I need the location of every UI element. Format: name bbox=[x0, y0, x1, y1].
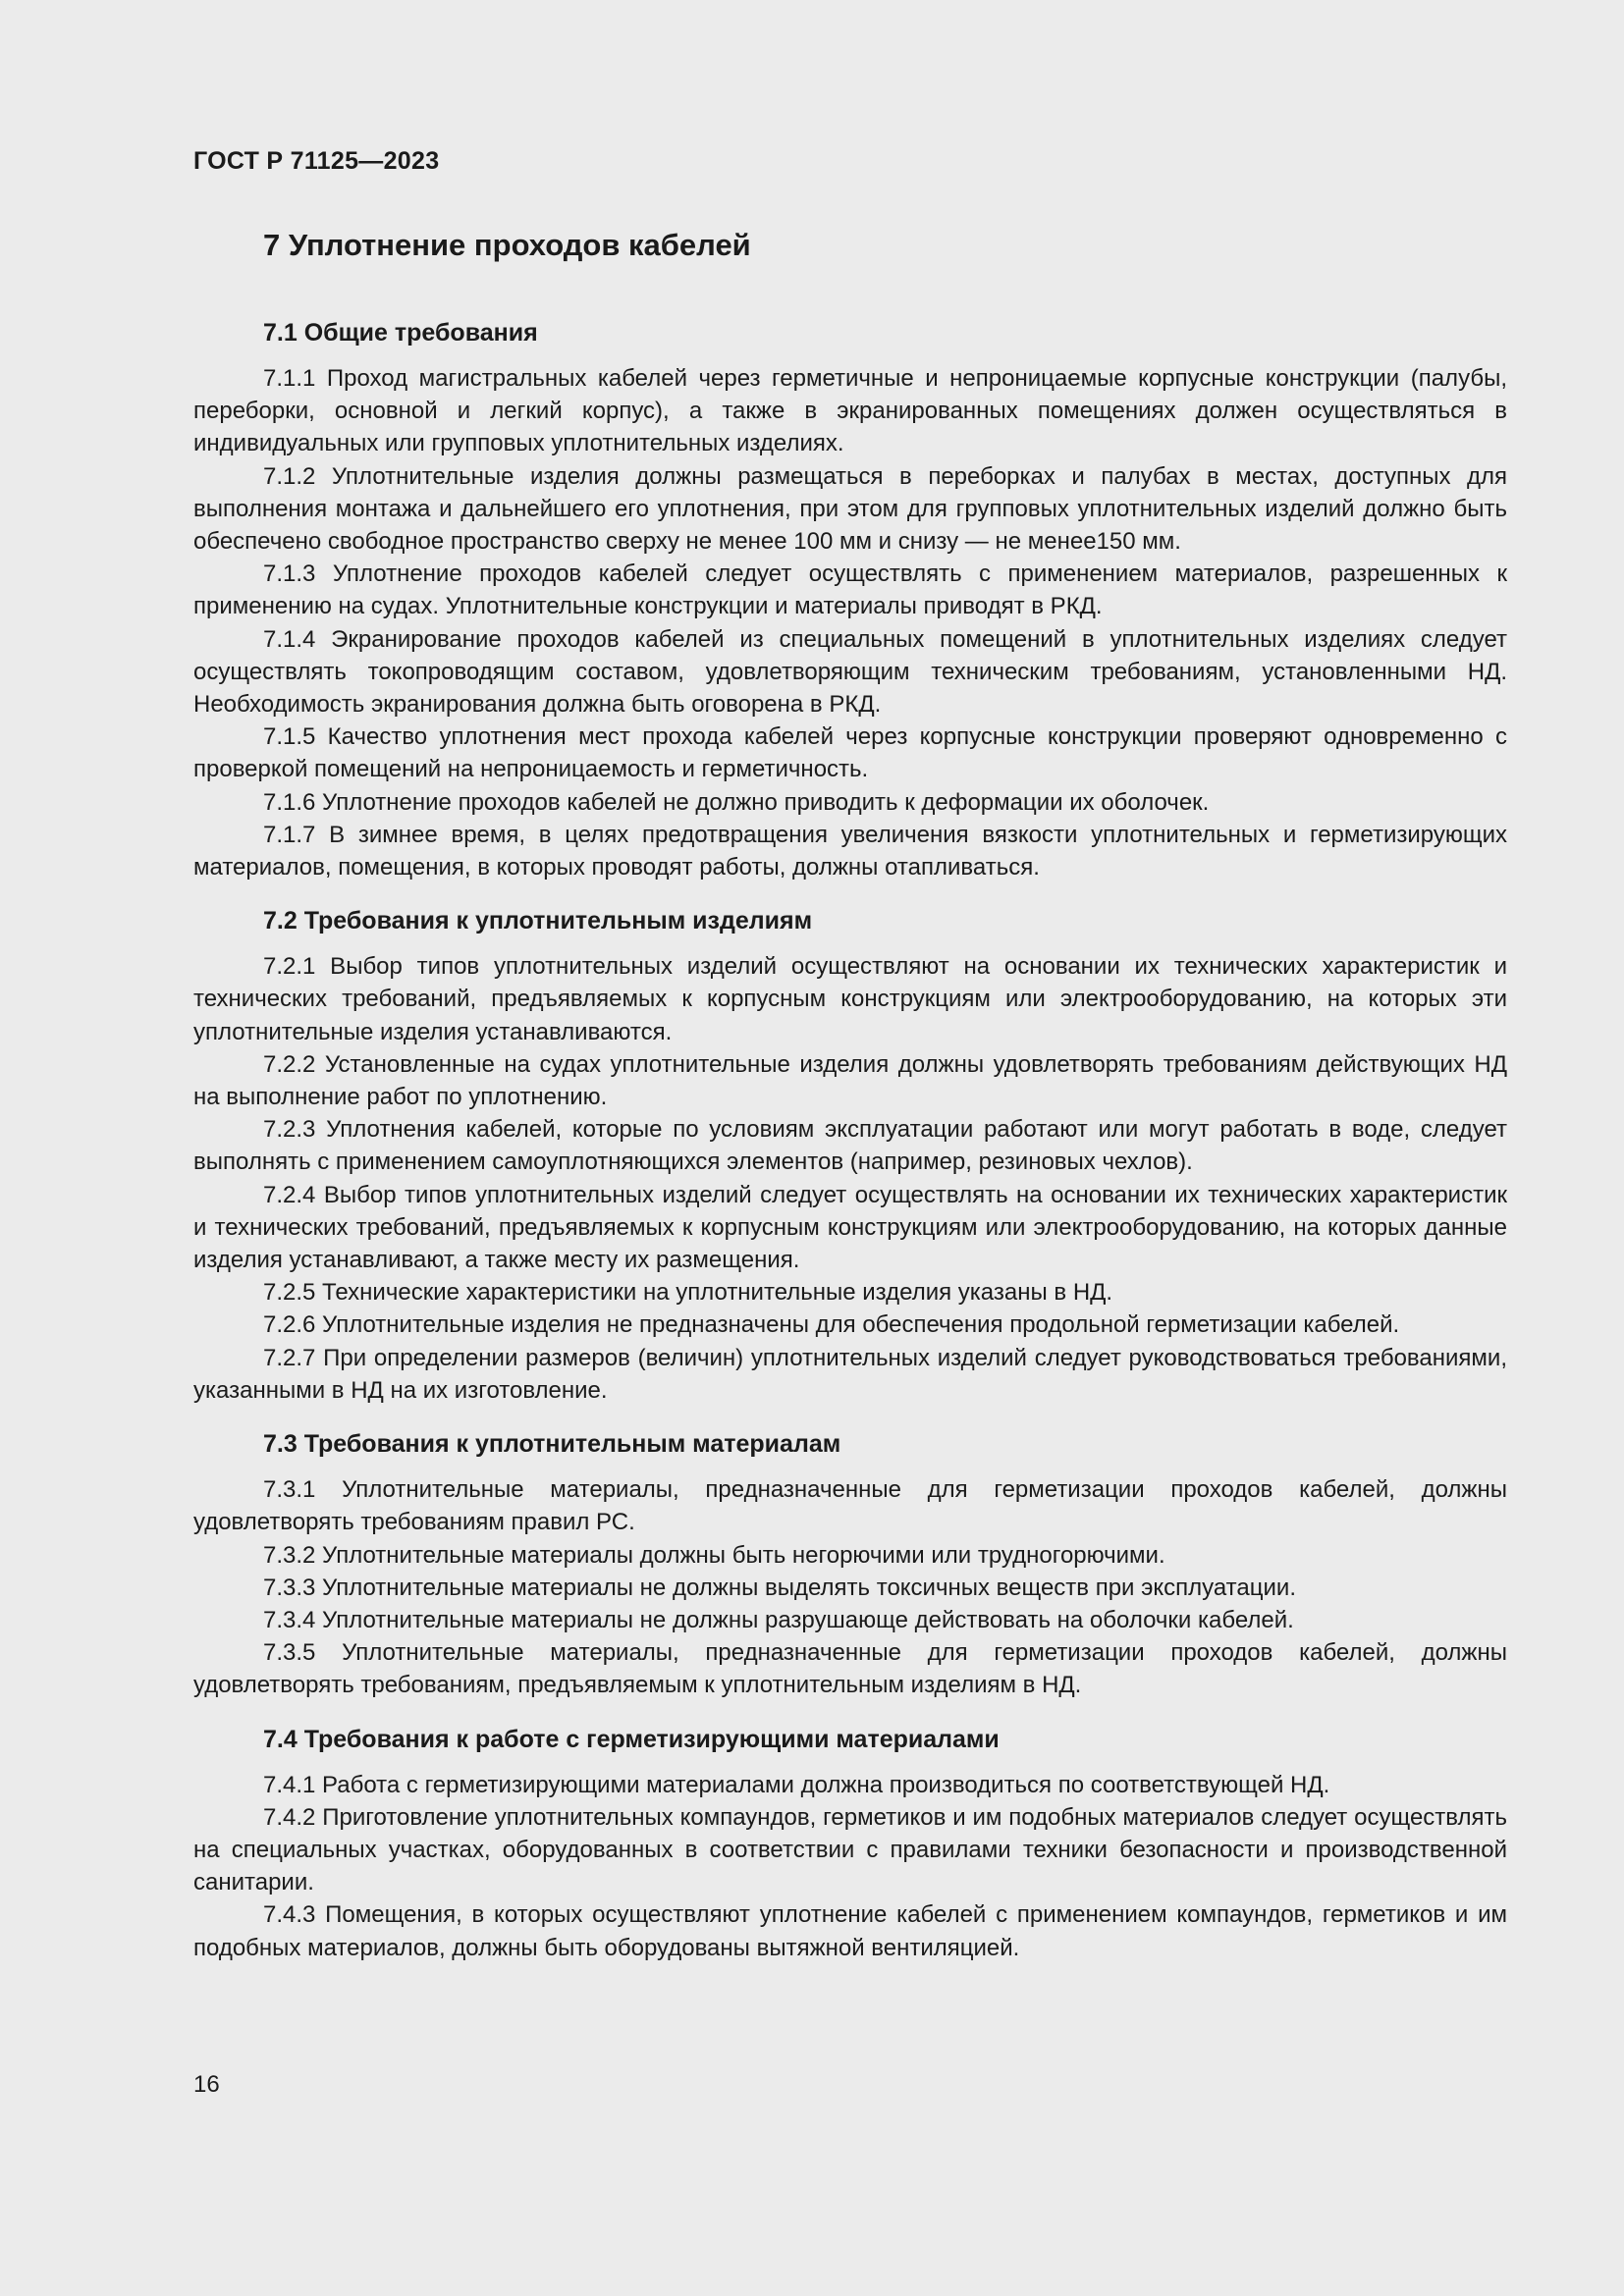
paragraph-7-2-7: 7.2.7 При определении размеров (величин) уплотнительных изделий следует руководствоваться требованиями, указанными в НД на их изготовление. bbox=[193, 1344, 1507, 1404]
paragraph-7-1-5: 7.1.5 Качество уплотнения мест прохода кабелей через корпусные конструкции проверяют одновременно с проверкой помещений на непроницаемость и герметичность. bbox=[193, 723, 1507, 783]
page-number: 16 bbox=[193, 2071, 220, 2098]
paragraph-7-3-4: 7.3.4 Уплотнительные материалы не должны разрушающе действовать на оболочки кабелей. bbox=[263, 1606, 1294, 1633]
paragraph-7-3-1: 7.3.1 Уплотнительные материалы, предназначенные для герметизации проходов кабелей, должны удовлетворять требованиям правил РС. bbox=[193, 1476, 1507, 1536]
subsection-title: 7.4 Требования к работе с герметизирующими материалами bbox=[263, 1725, 1000, 1753]
paragraph-7-4-2: 7.4.2 Приготовление уплотнительных компаундов, герметиков и им подобных материалов следует осуществлять на специальных участках, оборудованных в соответствии с правилами техники безопасности и производственной санитарии. bbox=[193, 1803, 1507, 1896]
paragraph-7-3-2: 7.3.2 Уплотнительные материалы должны быть негорючими или трудногорючими. bbox=[263, 1541, 1165, 1569]
paragraph-7-2-4: 7.2.4 Выбор типов уплотнительных изделий следует осуществлять на основании их технических характеристик и технических требований, предъявляемых к корпусным конструкциям или электрооборудованию, на которых данные изделия устанавливают, а также месту их размещения. bbox=[193, 1181, 1507, 1274]
paragraph-7-1-7: 7.1.7 В зимнее время, в целях предотвращения увеличения вязкости уплотнительных и герметизирующих материалов, помещения, в которых проводят работы, должны отапливаться. bbox=[193, 821, 1507, 881]
paragraph-7-2-2: 7.2.2 Установленные на судах уплотнительные изделия должны удовлетворять требованиям действующих НД на выполнение работ по уплотнению. bbox=[193, 1050, 1507, 1111]
page-content bbox=[193, 222, 1507, 1964]
subsection-7-3 bbox=[193, 1426, 1507, 1701]
paragraph-7-1-3: 7.1.3 Уплотнение проходов кабелей следует осуществлять с применением материалов, разрешенных к применению на судах. Уплотнительные конструкции и материалы приводят в РКД. bbox=[193, 561, 1507, 620]
subsection-title: 7.2 Требования к уплотнительным изделиям bbox=[263, 907, 813, 935]
paragraph-7-1-6: 7.1.6 Уплотнение проходов кабелей не должно приводить к деформации их оболочек. bbox=[263, 788, 1210, 816]
paragraph-7-1-2: 7.1.2 Уплотнительные изделия должны размещаться в переборках и палубах в местах, доступных для выполнения монтажа и дальнейшего его уплотнения, при этом для групповых уплотнительных изделий должно быть обеспечено свободное пространство сверху не менее 100 мм и снизу — не менее150 мм. bbox=[193, 462, 1507, 556]
subsection-7-1 bbox=[193, 315, 1507, 883]
paragraph-7-3-5: 7.3.5 Уплотнительные материалы, предназначенные для герметизации проходов кабелей, должны удовлетворять требованиям, предъявляемым к уплотнительным изделиям в НД. bbox=[193, 1639, 1507, 1699]
section-title: 7 Уплотнение проходов кабелей bbox=[263, 228, 751, 262]
document-code-header: ГОСТ Р 71125—2023 bbox=[193, 147, 440, 175]
paragraph-7-1-1: 7.1.1 Проход магистральных кабелей через герметичные и непроницаемые корпусные конструкции (палубы, переборки, основной и легкий корпус), а также в экранированных помещениях должен осуществляться в индивидуальных или групповых уплотнительных изделиях. bbox=[193, 365, 1507, 457]
paragraph-7-3-3: 7.3.3 Уплотнительные материалы не должны выделять токсичных веществ при эксплуатации. bbox=[263, 1574, 1296, 1601]
paragraph-7-4-3: 7.4.3 Помещения, в которых осуществляют уплотнение кабелей с применением компаундов, герметиков и им подобных материалов, должны быть оборудованы вытяжной вентиляцией. bbox=[193, 1901, 1507, 1961]
subsection-7-2 bbox=[193, 903, 1507, 1407]
paragraph-7-2-3: 7.2.3 Уплотнения кабелей, которые по условиям эксплуатации работают или могут работать в воде, следует выполнять с применением самоуплотняющихся элементов (например, резиновых чехлов). bbox=[193, 1116, 1507, 1176]
subsection-title: 7.3 Требования к уплотнительным материалам bbox=[263, 1430, 841, 1459]
paragraph-7-2-6: 7.2.6 Уплотнительные изделия не предназначены для обеспечения продольной герметизации кабелей. bbox=[263, 1311, 1400, 1339]
subsection-title: 7.1 Общие требования bbox=[263, 319, 538, 347]
subsection-7-4 bbox=[193, 1722, 1507, 1964]
paragraph-7-2-5: 7.2.5 Технические характеристики на уплотнительные изделия указаны в НД. bbox=[263, 1279, 1113, 1307]
paragraph-7-2-1: 7.2.1 Выбор типов уплотнительных изделий осуществляют на основании их технических характеристик и технических требований, предъявляемых к корпусным конструкциям или электрооборудованию, на которых эти уплотнительные изделия устанавливаются. bbox=[193, 953, 1507, 1045]
paragraph-7-1-4: 7.1.4 Экранирование проходов кабелей из специальных помещений в уплотнительных изделиях следует осуществлять токопроводящим составом, удовлетворяющим техническим требованиям, установленными НД. Необходимость экранирования должна быть оговорена в РКД. bbox=[193, 625, 1507, 719]
paragraph-7-4-1: 7.4.1 Работа с герметизирующими материалами должна производиться по соответствующей НД. bbox=[263, 1771, 1330, 1798]
